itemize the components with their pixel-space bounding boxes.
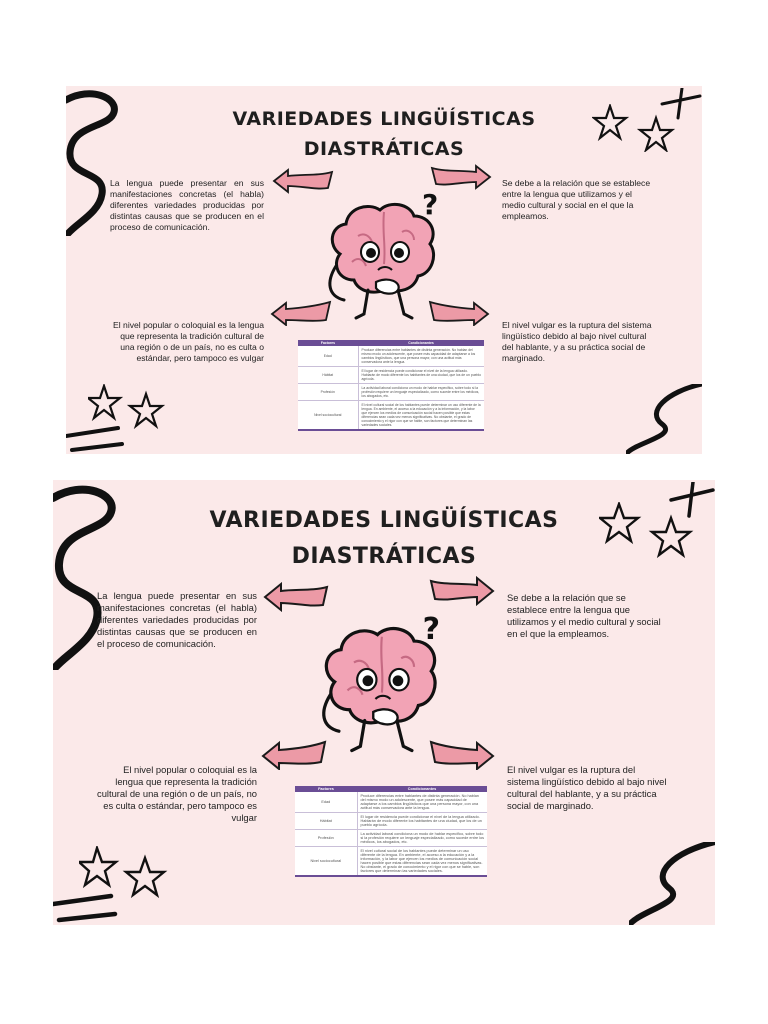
- table-header-condicionantes: Condicionantes: [357, 786, 487, 792]
- swirl-decoration-bottom-right: [626, 384, 702, 454]
- arrow-right-icon: [429, 576, 495, 606]
- table-cell-text: El nivel cultural social de los hablantes puede determinar un uso diferente de la lengua. En ambiente, el acceso a la educación y a la información, y la labor que ejercen los medios de comunicación social hacen posible que estas diferencias sean cada vez menos significativas. No obstante, el grado de conocimiento y el rigor con que se hable, son factores que determinan las variedades sociales.: [358, 401, 484, 431]
- thinking-brain-icon: [318, 186, 454, 326]
- table-row: [298, 346, 484, 367]
- table-row: [295, 830, 487, 847]
- table-cell-text: El nivel cultural social de los hablantes puede determinar un uso diferente de la lengua. En ambiente, el acceso a la educación y a la información, y la labor que ejercen los medios de comunicación social hacen posible que estas diferencias sean cada vez menos significativas. No obstante, el grado de conocimiento y el rigor con que se hable, son factores que determinan las variedades sociales.: [357, 847, 487, 877]
- intro-text: La lengua puede presentar en sus manifestaciones concretas (el habla) diferentes variedades producidas por distintas causas que se producen en el proceso de comunicación.: [110, 178, 264, 232]
- vulgar-level-text: El nivel vulgar es la ruptura del sistema lingüístico debido al bajo nivel cultural del hablante, y a su práctica social de marginado.: [507, 764, 667, 812]
- slide-1: [66, 86, 702, 454]
- slide-title-line-1: VARIEDADES LINGÜÍSTICAS: [209, 508, 559, 533]
- table-row: [298, 367, 484, 384]
- table-cell-text: El lugar de residencia puede condicionar el nivel de la lengua utilizado. Hablarán de modo diferente los habitantes de una ciudad, que los de un pueblo agrícola.: [357, 813, 487, 830]
- relation-text: Se debe a la relación que se establece entre la lengua que utilizamos y el medio cultural y social en el que la empleamos.: [502, 178, 651, 221]
- table-cell-text: La actividad laboral condiciona un modo de hablar especifico, sobre todo si la profesión requiere un lenguaje especializado, como sucede entre los médicos, los abogados, etc.: [358, 384, 484, 401]
- table-header-condicionantes: Condicionantes: [358, 340, 484, 346]
- popular-level-text: El nivel popular o coloquial es la lengua que representa la tradición cultural de una región o de un país, no es culta o estándar, pero tampoco es vulgar: [97, 764, 258, 824]
- table-cell-factor: Edad: [298, 346, 358, 367]
- table-cell-text: Produce diferencias entre hablantes de distinta generación. No hablan del mismo modo un adolescente, que posee más capacidad de adaptarse a los cambios lingüísticos, que una persona mayor, con una actitud más conservadora ante la lengua.: [358, 346, 484, 367]
- table-cell-factor: Profesión: [295, 830, 357, 847]
- table-cell-factor: Nivel sociocultural: [295, 847, 357, 877]
- slide-title-line-2: DIASTRÁTICAS: [303, 138, 465, 160]
- table-row: [298, 384, 484, 401]
- popular-level-text: El nivel popular o coloquial es la lengua que representa la tradición cultural de una región o de un país, no es culta o estándar, pero tampoco es vulgar: [113, 320, 264, 363]
- table-cell-factor: Hábitat: [295, 813, 357, 830]
- lines-decoration-bottom-left: [53, 890, 119, 925]
- table-row: [295, 847, 487, 877]
- swirl-decoration-bottom-right: [629, 842, 715, 925]
- svg-text:?: ?: [422, 611, 441, 647]
- table-cell-factor: Nivel sociocultural: [298, 401, 358, 431]
- table-cell-factor: Edad: [295, 792, 357, 813]
- table-row: [298, 401, 484, 431]
- table-row: [295, 792, 487, 813]
- table-cell-factor: Profesión: [298, 384, 358, 401]
- slide-title-line-2: DIASTRÁTICAS: [291, 544, 477, 569]
- thinking-brain-icon: [311, 604, 457, 764]
- table-cell-text: El lugar de residencia puede condicionar el nivel de la lengua utilizado. Hablarán de modo diferente los habitantes de una ciudad, que los de un pueblo agrícola.: [358, 367, 484, 384]
- lines-decoration-bottom-left: [66, 422, 126, 454]
- table-header-factores: Factores: [298, 340, 358, 346]
- table-cell-factor: Hábitat: [298, 367, 358, 384]
- factors-table: [298, 340, 484, 431]
- table-cell-text: Produce diferencias entre hablantes de distinta generación. No hablan del mismo modo un adolescente, que posee más capacidad de adaptarse a los cambios lingüísticos que una persona mayor, con una actitud más conservadora ante la lengua.: [357, 792, 487, 813]
- factors-table: [295, 786, 487, 877]
- table-row: [295, 813, 487, 830]
- slide-title-line-1: VARIEDADES LINGÜÍSTICAS: [232, 108, 536, 130]
- relation-text: Se debe a la relación que se establece entre la lengua que utilizamos y el medio cultural y social en el que la empleamos.: [507, 592, 661, 640]
- table-cell-text: La actividad laboral condiciona un modo de hablar específico, sobre todo si la profesión requiere un lenguaje especializado, como sucede entre los médicos, los abogados, etc.: [357, 830, 487, 847]
- slide-2: [53, 480, 715, 925]
- intro-text: La lengua puede presentar en sus manifestaciones concretas (el habla) diferentes variedades producidas por distintas causas que se producen en el proceso de comunicación.: [97, 590, 257, 650]
- vulgar-level-text: El nivel vulgar es la ruptura del sistema lingüístico debido al bajo nivel cultural del hablante, y a su práctica social de marginado.: [502, 320, 652, 363]
- svg-text:?: ?: [422, 188, 439, 221]
- table-header-factores: Factores: [295, 786, 357, 792]
